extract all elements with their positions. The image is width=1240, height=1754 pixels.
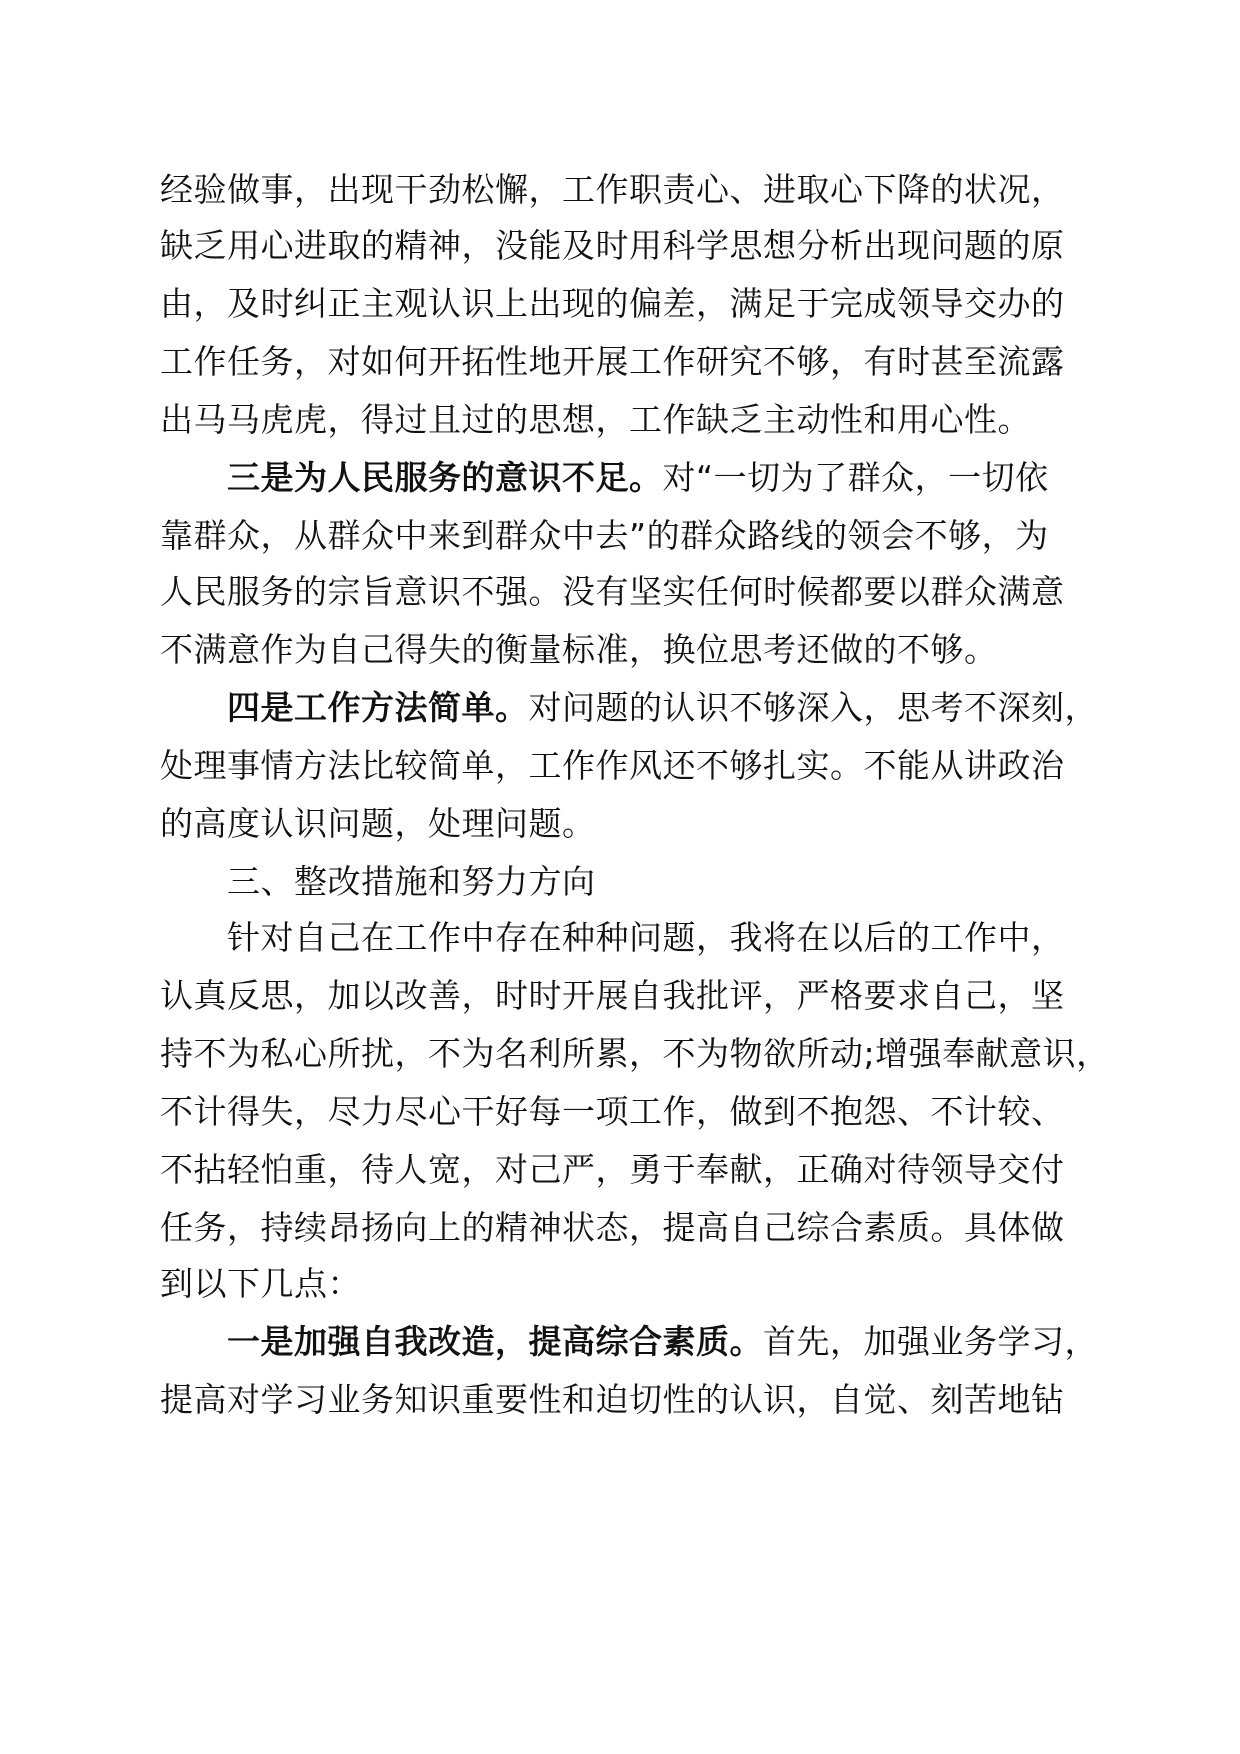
text-line — [160, 1378, 1065, 1422]
paragraph-start-line — [227, 456, 1049, 500]
text-line — [160, 1206, 1065, 1250]
text-line — [160, 1032, 1110, 1076]
text-line — [160, 974, 1065, 1018]
section-heading-text: 三、整改措施和努力方向 — [227, 862, 596, 901]
line-text: 对问题的认识不够深入，思考不深刻， — [528, 688, 1098, 727]
text-line — [160, 628, 998, 672]
line-text: 出马马虎虎，得过且过的思想，工作缺乏主动性和用心性。 — [160, 400, 1031, 439]
text-line — [160, 1262, 361, 1306]
text-line — [160, 1090, 1065, 1134]
line-text: 的高度认识问题，处理问题。 — [160, 804, 596, 843]
line-text: 靠群众，从群众中来到群众中去”的群众路线的领会不够，为 — [160, 516, 1049, 555]
line-text: 人民服务的宗旨意识不强。没有坚实任何时候都要以群众满意 — [160, 572, 1065, 611]
paragraph-start-line — [227, 1320, 1098, 1364]
line-text: 提高对学习业务知识重要性和迫切性的认识，自觉、刻苦地钻 — [160, 1380, 1065, 1419]
line-text: 认真反思，加以改善，时时开展自我批评，严格要求自己，坚 — [160, 976, 1065, 1015]
bold-heading-one: 一是加强自我改造，提高综合素质。 — [227, 1322, 763, 1361]
paragraph-start-line — [227, 686, 1098, 730]
line-text: 处理事情方法比较简单，工作作风还不够扎实。不能从讲政治 — [160, 746, 1065, 785]
text-line — [160, 802, 596, 846]
line-text: 缺乏用心进取的精神，没能及时用科学思想分析出现问题的原 — [160, 226, 1065, 265]
bold-heading-four: 四是工作方法简单。 — [227, 688, 529, 727]
text-line — [160, 340, 1065, 384]
text-line — [160, 224, 1065, 268]
text-line — [160, 168, 1065, 212]
line-text: 首先，加强业务学习， — [763, 1322, 1098, 1361]
line-text: 对“一切为了群众，一切依 — [662, 458, 1049, 497]
line-text: 不拈轻怕重，待人宽，对己严，勇于奉献，正确对待领导交付 — [160, 1150, 1065, 1189]
text-line — [160, 570, 1065, 614]
text-line — [160, 514, 1049, 558]
paragraph-start-line — [227, 916, 1065, 960]
line-text: 由，及时纠正主观认识上出现的偏差，满足于完成领导交办的 — [160, 284, 1065, 323]
section-heading — [227, 860, 596, 904]
text-line — [160, 282, 1065, 326]
line-text: 任务，持续昂扬向上的精神状态，提高自己综合素质。具体做 — [160, 1208, 1065, 1247]
line-text: 到以下几点： — [160, 1264, 361, 1303]
bold-heading-three: 三是为人民服务的意识不足。 — [227, 458, 663, 497]
line-text: 不满意作为自己得失的衡量标准，换位思考还做的不够。 — [160, 630, 998, 669]
line-text: 持不为私心所扰，不为名利所累，不为物欲所动;增强奉献意识， — [160, 1034, 1110, 1073]
line-text: 不计得失，尽力尽心干好每一项工作，做到不抱怨、不计较、 — [160, 1092, 1065, 1131]
line-text: 经验做事，出现干劲松懈，工作职责心、进取心下降的状况， — [160, 170, 1065, 209]
text-line — [160, 398, 1031, 442]
text-line — [160, 744, 1065, 788]
line-text: 针对自己在工作中存在种种问题，我将在以后的工作中， — [227, 918, 1065, 957]
text-line — [160, 1148, 1065, 1192]
line-text: 工作任务，对如何开拓性地开展工作研究不够，有时甚至流露 — [160, 342, 1065, 381]
